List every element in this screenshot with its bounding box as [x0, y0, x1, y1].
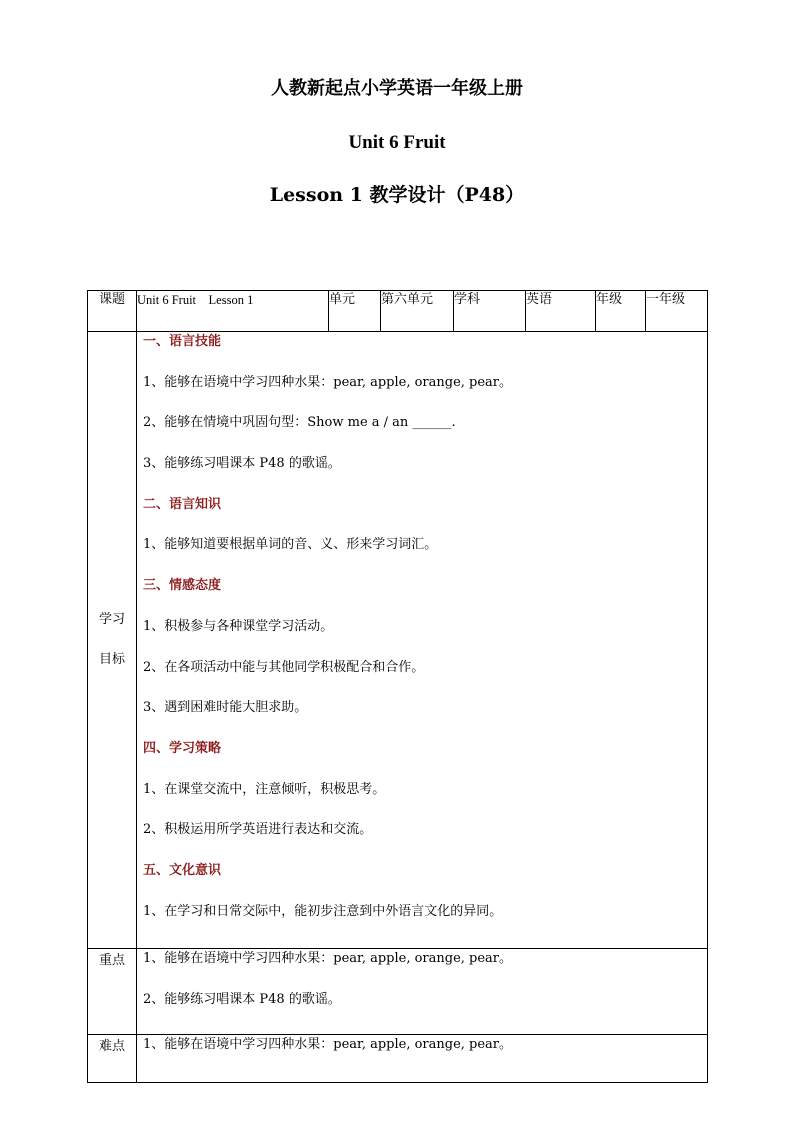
subject-value: 英语 [526, 291, 596, 332]
subject-label: 学科 [454, 291, 526, 332]
lesson-plan-table [87, 290, 708, 1083]
objective-item: 3、遇到困难时能大胆求助。 [143, 700, 308, 716]
objective-section-heading: 二、语言知识 [143, 496, 222, 512]
difficult-points-row [88, 1035, 708, 1083]
objective-item: 1、能够知道要根据单词的音、义、形来学习词汇。 [143, 537, 438, 553]
key-points-content [137, 949, 708, 1035]
header-row [88, 291, 708, 332]
objective-item: 1、在学习和日常交际中，能初步注意到中外语言文化的异同。 [143, 903, 503, 919]
objective-item: 2、积极运用所学英语进行表达和交流。 [143, 822, 373, 838]
difficult-point-item: 1、能够在语境中学习四种水果：pear, apple, orange, pear。 [143, 1037, 513, 1052]
unit-label: 单元 [329, 291, 381, 332]
objectives-content [137, 332, 708, 949]
key-points-row [88, 949, 708, 1035]
objectives-label [88, 332, 137, 949]
objective-item: 3、能够练习唱课本 P48 的歌谣。 [143, 456, 341, 472]
objective-item: 1、能够在语境中学习四种水果：pear, apple, orange, pear。 [143, 374, 513, 390]
difficult-points-content [137, 1035, 708, 1083]
objective-item: 2、在各项活动中能与其他同学积极配合和合作。 [143, 659, 425, 675]
objective-section-heading: 五、文化意识 [143, 862, 222, 878]
key-point-item: 1、能够在语境中学习四种水果：pear, apple, orange, pear。 [143, 951, 513, 967]
difficult-points-label: 难点 [88, 1035, 137, 1083]
objectives-row [88, 332, 708, 949]
document-title: 人教新起点小学英语一年级上册 [271, 78, 523, 99]
objectives-label-line1: 学习 [98, 612, 125, 628]
topic-label: 课题 [88, 291, 137, 332]
objectives-label-line2: 目标 [98, 652, 125, 668]
objective-item: 1、在课堂交流中，注意倾听，积极思考。 [143, 781, 386, 797]
objective-item: 2、能够在情境中巩固句型：Show me a / an ______. [143, 415, 456, 431]
grade-label: 年级 [596, 291, 646, 332]
objective-section-heading: 四、学习策略 [143, 740, 222, 756]
topic-value: Unit 6 Fruit Lesson 1 [137, 291, 329, 332]
objective-section-heading: 三、情感态度 [143, 578, 222, 594]
key-points-label: 重点 [88, 949, 137, 1035]
key-point-item: 2、能够练习唱课本 P48 的歌谣。 [143, 992, 341, 1007]
grade-value: 一年级 [646, 291, 708, 332]
objective-section-heading: 一、语言技能 [143, 334, 222, 349]
objective-item: 1、积极参与各种课堂学习活动。 [143, 618, 334, 634]
unit-title: Unit 6 Fruit [348, 132, 446, 153]
lesson-title: Lesson 1 教学设计（P48） [269, 184, 525, 206]
unit-value: 第六单元 [381, 291, 454, 332]
